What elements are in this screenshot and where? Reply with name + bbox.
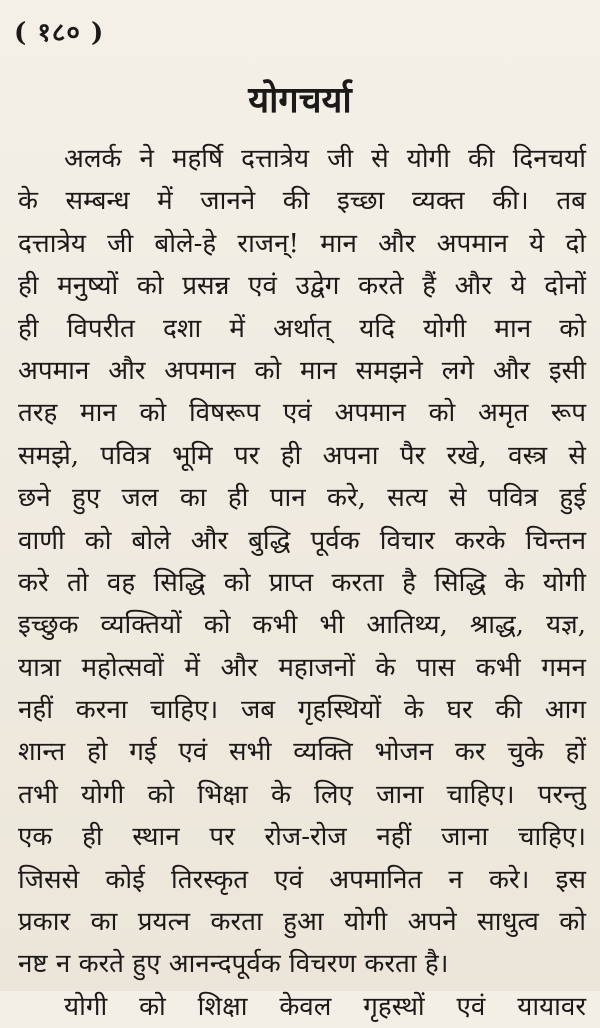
body-text xyxy=(18,138,586,1028)
text-line: के सम्बन्ध में जानने की इच्छा व्यक्त की। तब xyxy=(18,186,586,217)
text-line: इच्छुक व्यक्तियों को कभी भी आतिथ्य, श्राद्ध, यज्ञ, xyxy=(18,610,586,641)
text-line: नष्ट न करते हुए आनन्दपूर्वक विचरण करता है। xyxy=(18,949,449,980)
text-line: नहीं करना चाहिए। जब गृहस्थियों के घर की आग xyxy=(18,695,586,726)
text-line: यात्रा महोत्सवों में और महाजनों के पास कभी गमन xyxy=(18,652,586,683)
text-line: प्रकार का प्रयत्न करता हुआ योगी अपने साधुत्व को xyxy=(18,907,586,938)
text-line: जिससे कोई तिरस्कृत एवं अपमानित न करे। इस xyxy=(18,864,586,895)
text-line: योगी को शिक्षा केवल गृहस्थों एवं यायावर xyxy=(64,991,586,1022)
text-line: छने हुए जल का ही पान करे, सत्य से पवित्र हुई xyxy=(18,483,586,514)
text-line: तभी योगी को भिक्षा के लिए जाना चाहिए। परन्तु xyxy=(18,779,586,810)
text-line: दत्तात्रेय जी बोले-हे राजन्! मान और अपमान ये दो xyxy=(18,228,586,259)
text-line: करे तो वह सिद्धि को प्राप्त करता है सिद्धि के योगी xyxy=(18,567,586,598)
text-line: समझे, पवित्र भूमि पर ही अपना पैर रखे, वस्त्र से xyxy=(18,440,586,471)
page-number: ( १८० ) xyxy=(14,18,105,48)
text-line: ही मनुष्यों को प्रसन्न एवं उद्वेग करते हैं और ये दोनों xyxy=(18,271,586,302)
text-line: तरह मान को विषरूप एवं अपमान को अमृत रूप xyxy=(18,398,586,429)
chapter-title: योगचर्या xyxy=(248,79,352,121)
text-line: अपमान और अपमान को मान समझने लगे और इसी xyxy=(18,355,586,386)
text-line: अलर्क ने महर्षि दत्तात्रेय जी से योगी की दिनचर्या xyxy=(64,144,586,174)
text-line: शान्त हो गई एवं सभी व्यक्ति भोजन कर चुके हों xyxy=(18,737,586,768)
text-line: ही विपरीत दशा में अर्थात् यदि योगी मान को xyxy=(18,313,586,344)
text-line: वाणी को बोले और बुद्धि पूर्वक विचार करके चिन्तन xyxy=(18,525,586,556)
text-line: एक ही स्थान पर रोज-रोज नहीं जाना चाहिए। xyxy=(18,822,586,853)
